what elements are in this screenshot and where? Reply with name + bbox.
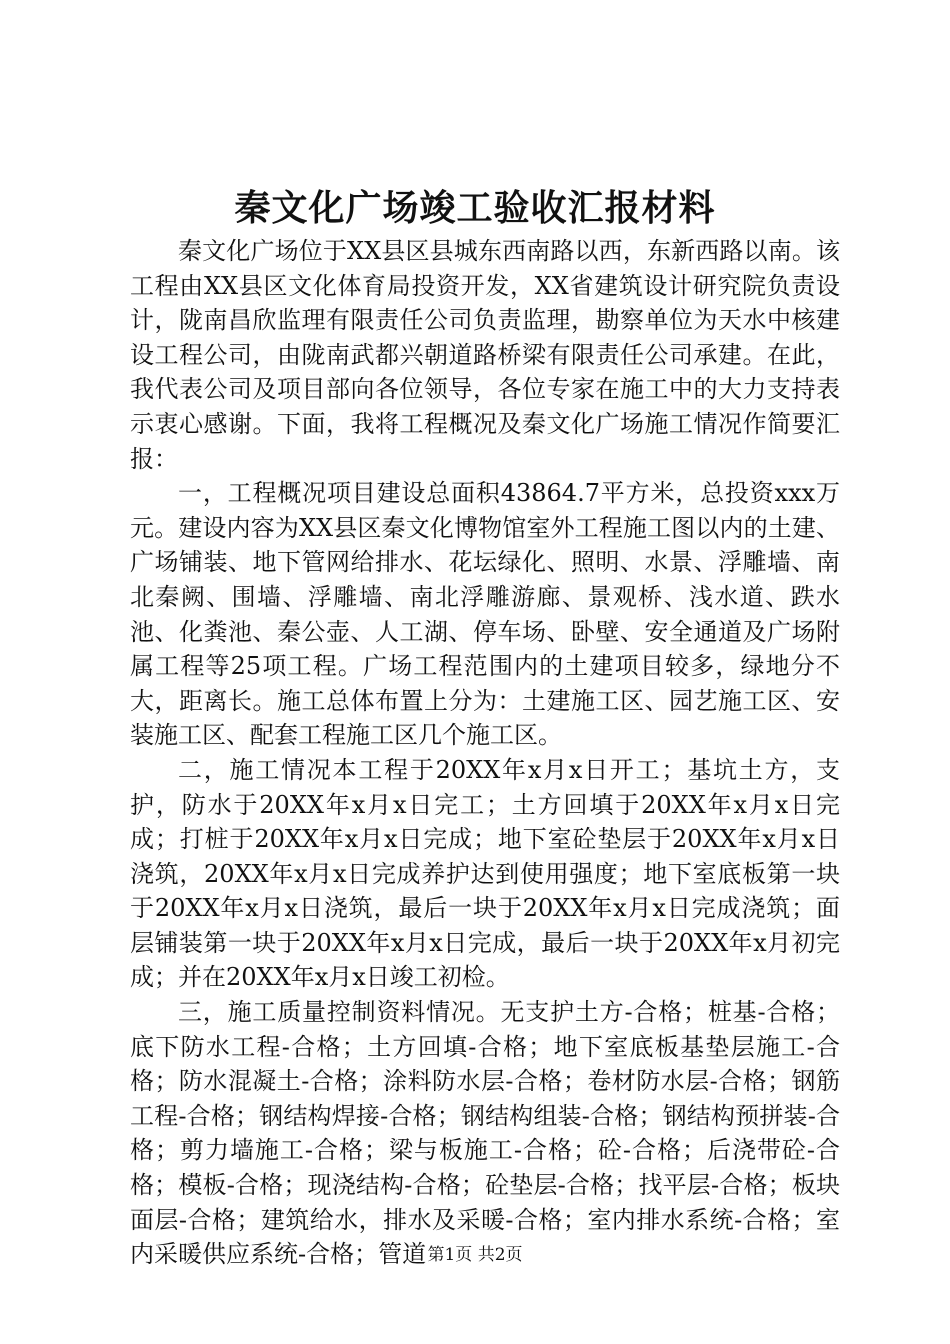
page-number-footer: 第1页 共2页 [427,1245,523,1265]
paragraph-project-overview: 一，工程概况项目建设总面积43864.7平方米，总投资xxx万元。建设内容为XX县区秦文化博物馆室外工程施工图以内的土建、广场铺装、地下管网给排水、花坛绿化、照明、水景、浮雕墙、南北秦阙、围墙、浮雕墙、南北浮雕游廊、景观桥、浅水道、跌水池、化粪池、秦公壶、人工湖、停车场、卧壁、安全通道及广场附属工程等25项工程。广场工程范围内的土建项目较多，绿地分不大，距离长。施工总体布置上分为：土建施工区、园艺施工区、安装施工区、配套工程施工区几个施工区。 [130,479,840,750]
document-title: 秦文化广场竣工验收汇报材料 [234,187,716,229]
paragraph-construction-status: 二，施工情况本工程于20XX年x月x日开工；基坑土方，支护，防水于20XX年x月x日完工；土方回填于20XX年x月x日完成；打桩于20XX年x月x日完成；地下室砼垫层于20XX年x月x日浇筑，20XX年x月x日完成养护达到使用强度；地下室底板第一块于20XX年x月x日浇筑，最后一块于20XX年x月x日完成浇筑；面层铺装第一块于20XX年x月x日完成，最后一块于20XX年x月初完成；并在20XX年x月x日竣工初检。 [130,755,840,992]
paragraph-quality-control: 三，施工质量控制资料情况。无支护土方-合格；桩基-合格；底下防水工程-合格；土方回填-合格；地下室底板基垫层施工-合格；防水混凝土-合格；涂料防水层-合格；卷材防水层-合格；钢筋工程-合格；钢结构焊接-合格；钢结构组装-合格；钢结构预拼装-合格；剪力墙施工-合格；梁与板施工-合格；砼-合格；后浇带砼-合格；模板-合格；现浇结构-合格；砼垫层-合格；找平层-合格；板块面层-合格；建筑给水，排水及采暖-合格；室内排水系统-合格；室内采暖供应系统-合格；管道 [130,998,840,1269]
document-body [130,234,840,1272]
paragraph-intro: 秦文化广场位于XX县区县城东西南路以西，东新西路以南。该工程由XX县区文化体育局投资开发，XX省建筑设计研究院负责设计，陇南昌欣监理有限责任公司负责监理，勘察单位为天水中核建设工程公司，由陇南武都兴朝道路桥梁有限责任公司承建。在此，我代表公司及项目部向各位领导，各位专家在施工中的大力支持表示衷心感谢。下面，我将工程概况及秦文化广场施工情况作简要汇报： [130,237,840,473]
